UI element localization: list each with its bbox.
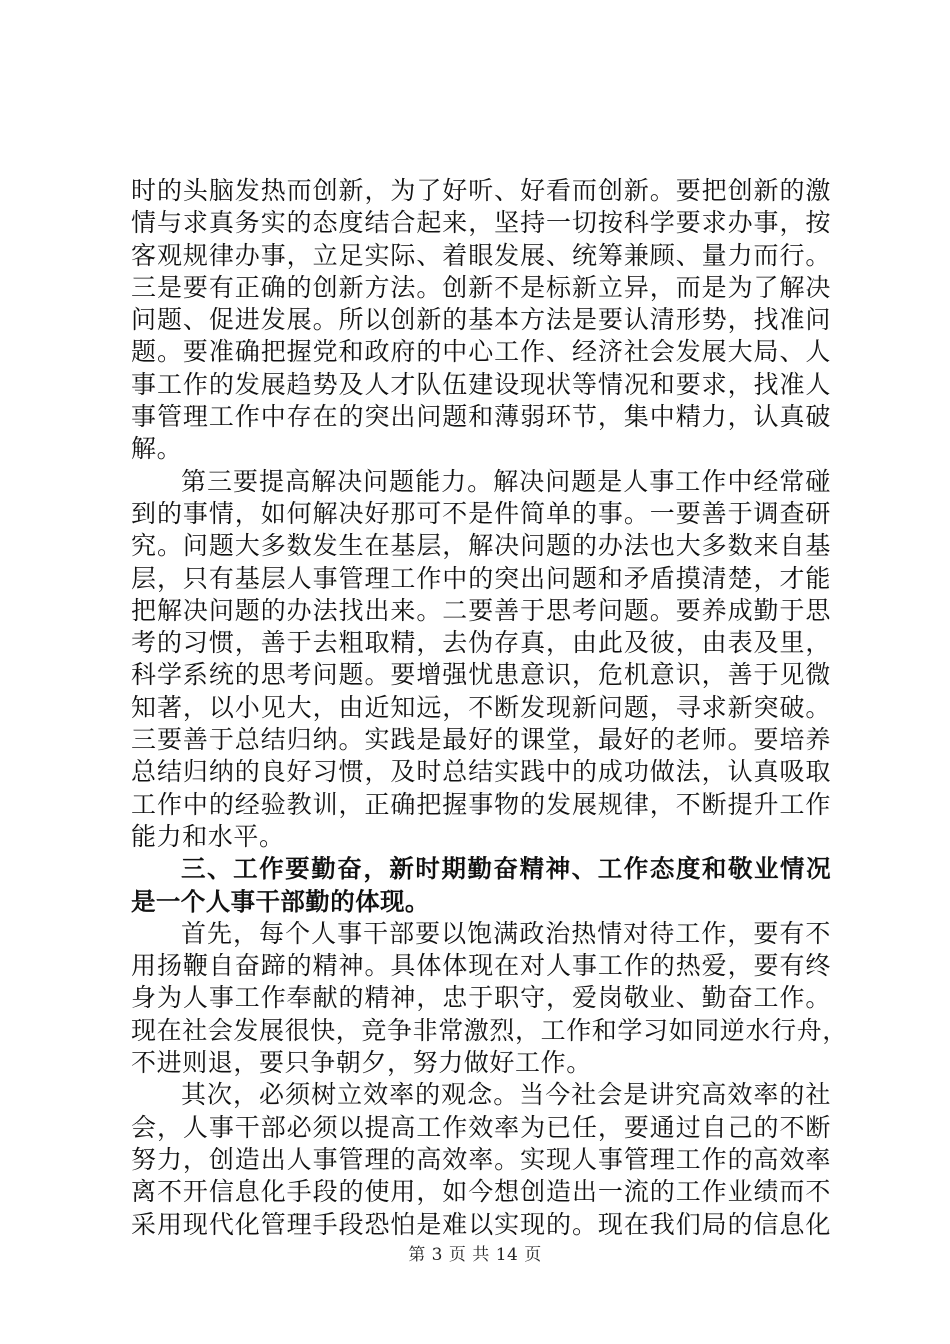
paragraph-first-line: 其次，必须树立效率的观念。当今社会是讲究高效率的社 <box>181 1080 831 1110</box>
section-heading: 三、工作要勤奋，新时期勤奋精神、工作态度和敬业情况 <box>181 854 831 884</box>
text-line: 不进则退，要只争朝夕，努力做好工作。 <box>131 1048 592 1078</box>
page-number-footer: 第 3 页 共 14 页 <box>408 1245 542 1265</box>
text-line: 事管理工作中存在的突出问题和薄弱环节，集中精力，认真破 <box>131 402 831 432</box>
text-line: 三要善于总结归纳。实践是最好的课堂，最好的老师。要培养 <box>131 725 831 755</box>
text-line: 总结归纳的良好习惯，及时总结实践中的成功做法，认真吸取 <box>131 757 831 787</box>
text-line: 层，只有基层人事管理工作中的突出问题和矛盾摸清楚，才能 <box>131 563 831 593</box>
text-line: 事工作的发展趋势及人才队伍建设现状等情况和要求，找准人 <box>131 369 831 399</box>
text-line: 考的习惯，善于去粗取精，去伪存真，由此及彼，由表及里， <box>131 628 831 658</box>
paragraph-first-line: 首先，每个人事干部要以饱满政治热情对待工作，要有不 <box>181 918 831 948</box>
text-line: 三是要有正确的创新方法。创新不是标新立异，而是为了解决 <box>131 272 831 302</box>
text-line: 客观规律办事，立足实际、着眼发展、统筹兼顾、量力而行。 <box>131 240 831 270</box>
text-line: 情与求真务实的态度结合起来，坚持一切按科学要求办事，按 <box>131 208 831 238</box>
text-line: 身为人事工作奉献的精神，忠于职守，爱岗敬业、勤奋工作。 <box>131 983 831 1013</box>
text-line: 努力，创造出人事管理的高效率。实现人事管理工作的高效率 <box>131 1144 831 1174</box>
text-line: 时的头脑发热而创新，为了好听、好看而创新。要把创新的激 <box>131 176 831 205</box>
text-line: 离不开信息化手段的使用，如今想创造出一流的工作业绩而不 <box>131 1177 831 1207</box>
text-line: 采用现代化管理手段恐怕是难以实现的。现在我们局的信息化 <box>131 1209 831 1239</box>
text-line: 工作中的经验教训，正确把握事物的发展规律，不断提升工作 <box>131 789 831 819</box>
text-line: 用扬鞭自奋蹄的精神。具体体现在对人事工作的热爱，要有终 <box>131 951 831 981</box>
text-line: 现在社会发展很快，竞争非常激烈，工作和学习如同逆水行舟， <box>131 1015 848 1045</box>
paragraph-first-line: 第三要提高解决问题能力。解决问题是人事工作中经常碰 <box>181 466 831 496</box>
text-line: 知著，以小见大，由近知远，不断发现新问题，寻求新突破。 <box>131 692 831 722</box>
text-line: 把解决问题的办法找出来。二要善于思考问题。要养成勤于思 <box>131 595 831 625</box>
text-line: 科学系统的思考问题。要增强忧患意识，危机意识，善于见微 <box>131 660 831 690</box>
text-line: 题。要准确把握党和政府的中心工作、经济社会发展大局、人 <box>131 337 831 367</box>
text-line: 到的事情，如何解决好那可不是件简单的事。一要善于调查研 <box>131 498 831 528</box>
text-line: 究。问题大多数发生在基层，解决问题的办法也大多数来自基 <box>131 531 831 561</box>
text-line: 解。 <box>131 434 183 464</box>
text-line: 能力和水平。 <box>131 821 285 851</box>
section-heading-continued: 是一个人事干部勤的体现。 <box>131 886 430 916</box>
text-line: 会，人事干部必须以提高工作效率为已任，要通过自己的不断 <box>131 1112 831 1142</box>
body-text <box>131 175 848 1241</box>
text-line: 问题、促进发展。所以创新的基本方法是要认清形势，找准问 <box>131 305 831 335</box>
